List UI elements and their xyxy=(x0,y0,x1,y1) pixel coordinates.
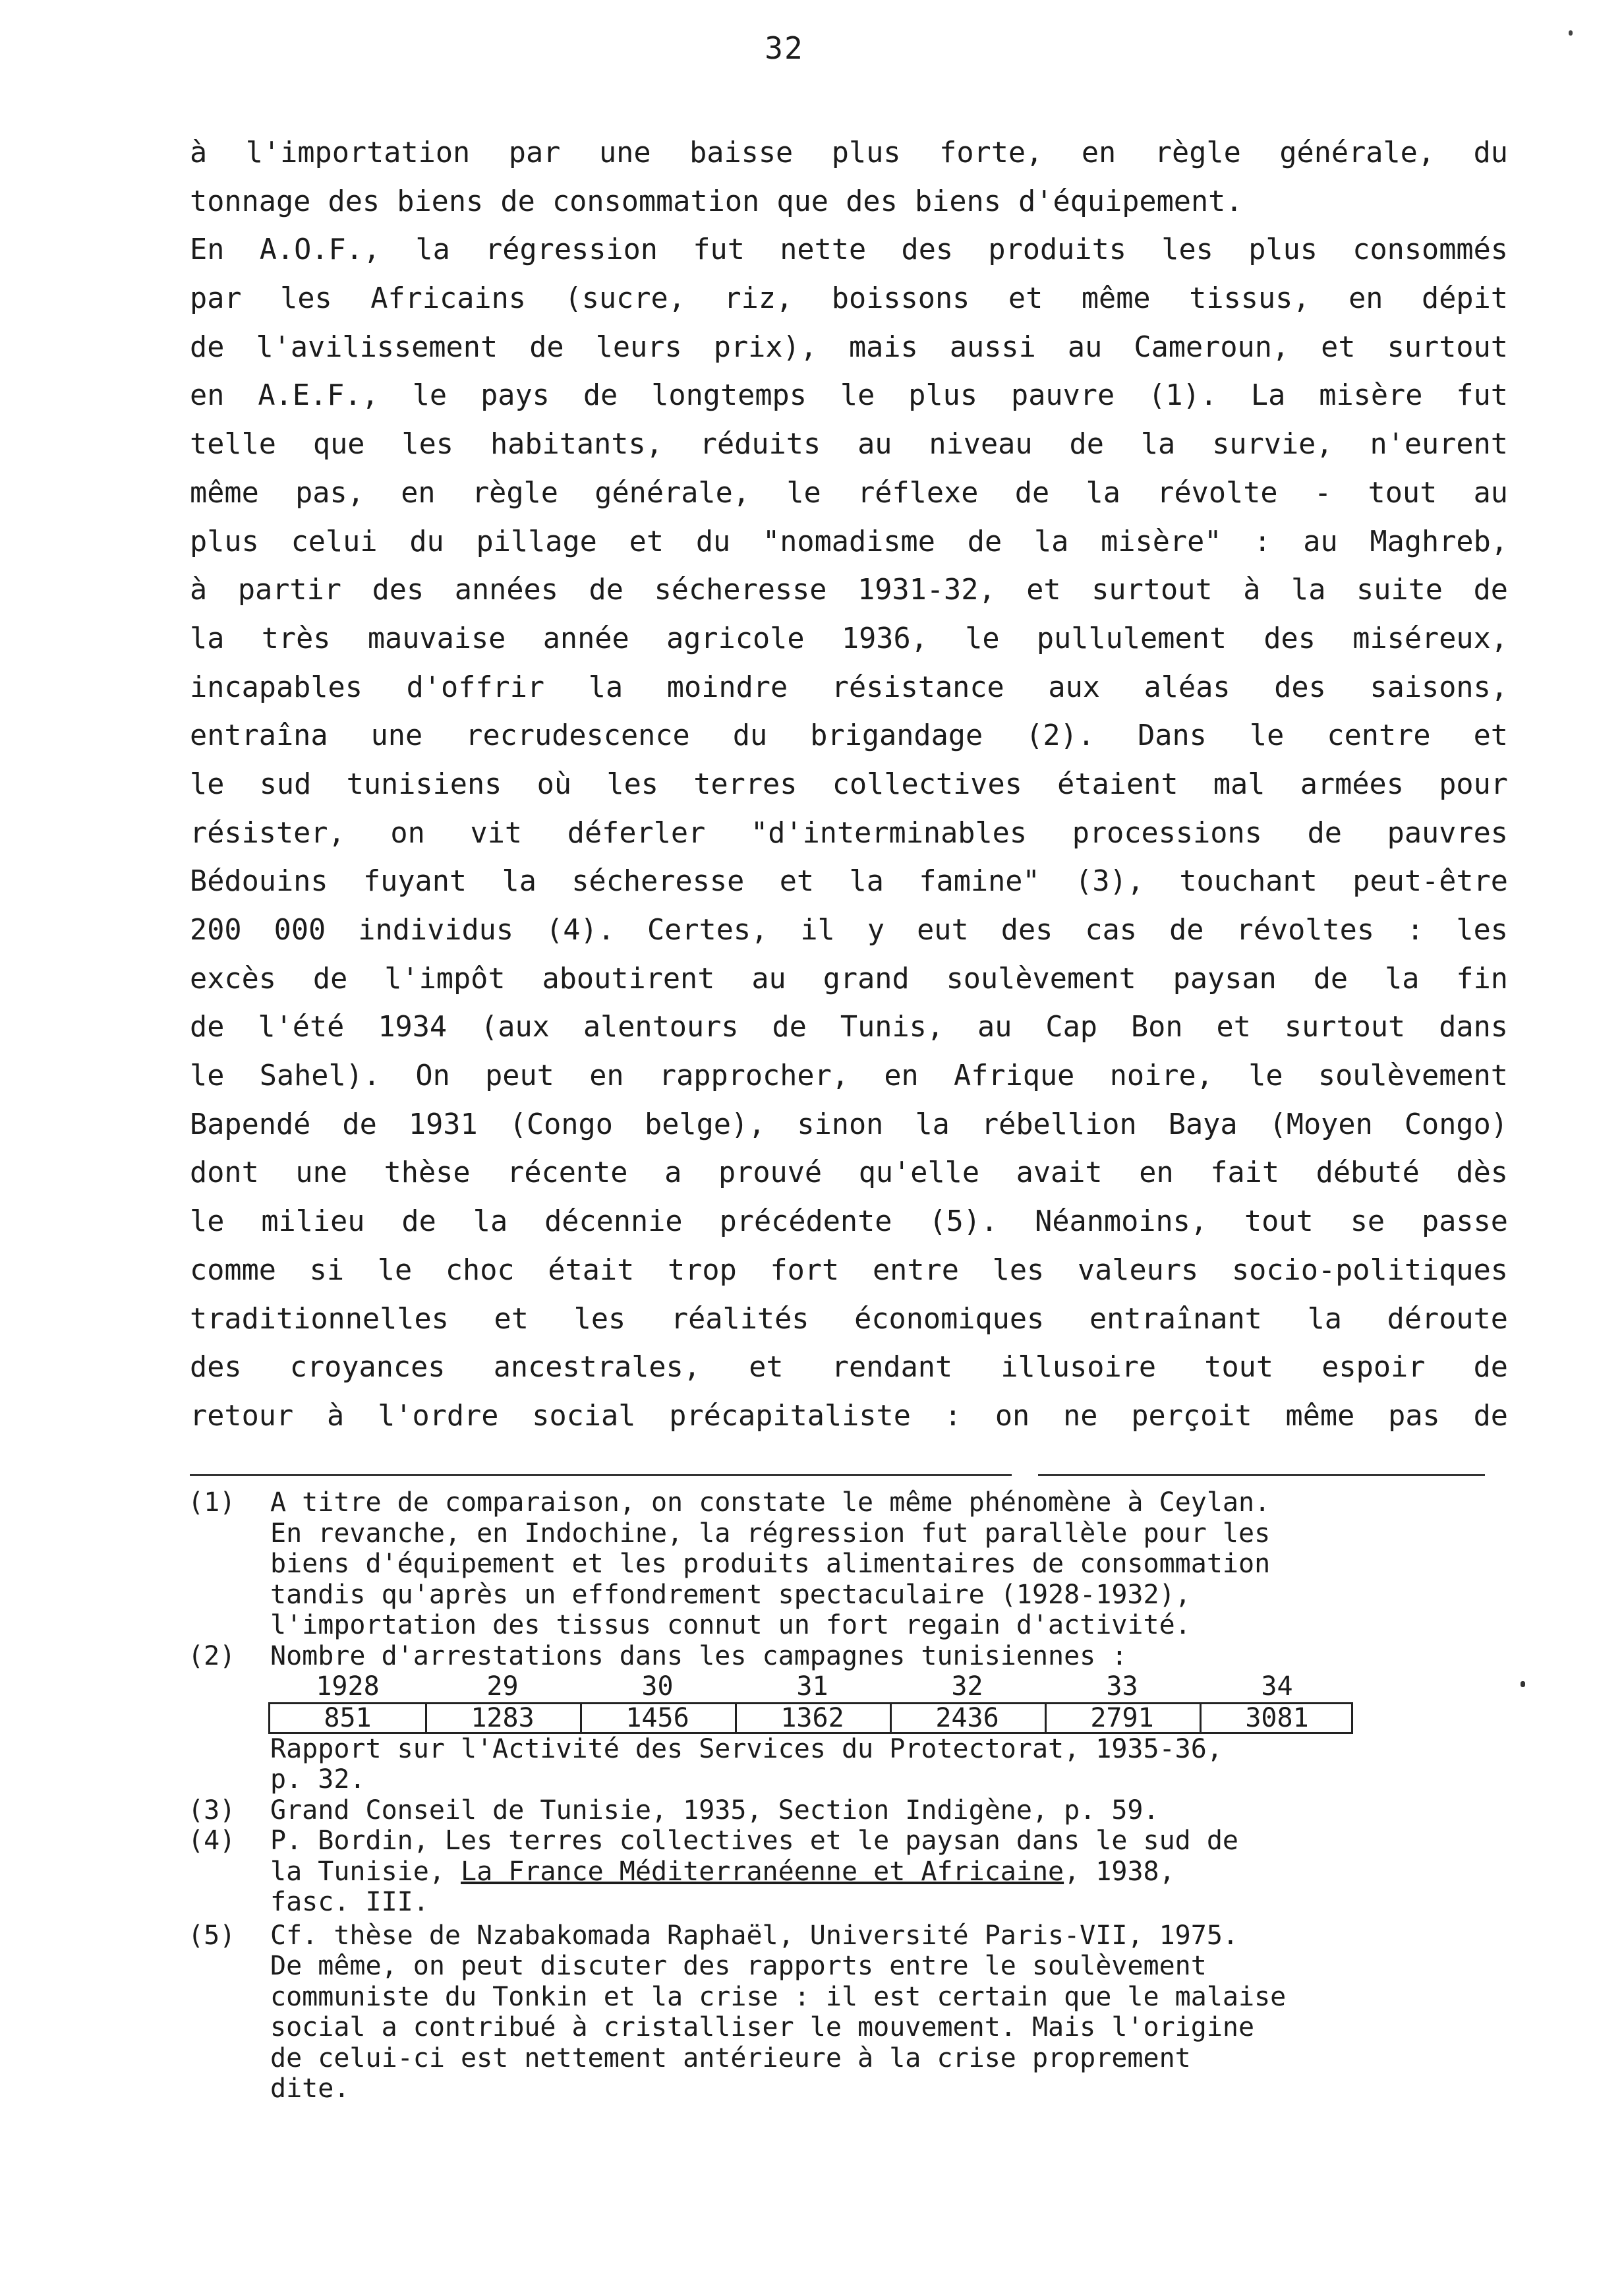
footnote-line: l'importation des tissus connut un fort regain d'activité. xyxy=(270,1610,1191,1640)
journal-title: La France Méditerranéenne et Africaine xyxy=(460,1856,1064,1887)
body-line: des croyances ancestrales, et rendant illusoire tout espoir de xyxy=(190,1351,1508,1384)
footnote-text: , 1938, xyxy=(1064,1856,1175,1887)
body-line: à partir des années de sécheresse 1931-32, et surtout à la suite de xyxy=(190,574,1508,607)
year-cell: 34 xyxy=(1261,1671,1293,1702)
body-line: telle que les habitants, réduits au niveau de la survie, n'eurent xyxy=(190,428,1508,461)
body-line: résister, on vit déferler "d'interminables processions de pauvres xyxy=(190,816,1508,850)
year-cell: 32 xyxy=(951,1671,983,1702)
body-line: plus celui du pillage et du "nomadisme de la misère" : au Maghreb, xyxy=(190,525,1508,558)
body-line: même pas, en règle générale, le réflexe de la révolte - tout au xyxy=(190,476,1508,510)
body-line: retour à l'ordre social précapitaliste : on ne perçoit même pas de xyxy=(190,1399,1508,1433)
footnote-line: A titre de comparaison, on constate le même phénomène à Ceylan. xyxy=(270,1487,1271,1518)
footnote-line: de celui-ci est nettement antérieure à la crise proprement xyxy=(270,2042,1191,2073)
count-cell: 1456 xyxy=(580,1704,737,1732)
body-line: de l'avilissement de leurs prix), mais aussi au Cameroun, et surtout xyxy=(190,330,1508,364)
footnote-separator xyxy=(190,1474,1485,1476)
count-cell: 1283 xyxy=(425,1704,582,1732)
page-number: 32 xyxy=(765,30,804,66)
footnote-line: P. Bordin, Les terres collectives et le paysan dans le sud de xyxy=(270,1826,1239,1856)
year-cell: 31 xyxy=(796,1671,828,1702)
body-line: En A.O.F., la régression fut nette des produits les plus consommés xyxy=(190,233,1508,267)
footnote-line: biens d'équipement et les produits alimentaires de consommation xyxy=(270,1549,1271,1579)
body-line: excès de l'impôt aboutirent au grand soulèvement paysan de la fin xyxy=(190,962,1508,996)
year-cell: 30 xyxy=(641,1671,674,1702)
body-line: le milieu de la décennie précédente (5). Néanmoins, tout se passe xyxy=(190,1205,1508,1239)
body-line: Bapendé de 1931 (Congo belge), sinon la rébellion Baya (Moyen Congo) xyxy=(190,1108,1508,1141)
year-cell: 33 xyxy=(1106,1671,1138,1702)
footnote-line: Cf. thèse de Nzabakomada Raphaël, Université Paris-VII, 1975. xyxy=(270,1920,1239,1951)
body-line: dont une thèse récente a prouvé qu'elle avait en fait débuté dès xyxy=(190,1156,1508,1190)
body-line: en A.E.F., le pays de longtemps le plus pauvre (1). La misère fut xyxy=(190,379,1508,413)
margin-mark xyxy=(1521,1681,1525,1687)
arrests-counts-row xyxy=(268,1702,1353,1734)
body-line: le Sahel). On peut en rapprocher, en Afrique noire, le soulèvement xyxy=(190,1059,1508,1093)
footnote-line: dite. xyxy=(270,2073,350,2104)
separator-gap xyxy=(1012,1470,1038,1479)
footnote-3 xyxy=(188,1795,1572,1826)
count-cell: 2436 xyxy=(890,1704,1047,1732)
footnote-line: De même, on peut discuter des rapports entre le soulèvement xyxy=(270,1951,1207,1981)
footnote-number: (2) xyxy=(188,1640,236,1671)
footnote-line xyxy=(270,1857,1572,1888)
footnote-line: Nombre d'arrestations dans les campagnes tunisiennes : xyxy=(270,1640,1128,1671)
count-cell: 2791 xyxy=(1045,1704,1202,1732)
body-line: par les Africains (sucre, riz, boissons et même tissus, en dépit xyxy=(190,282,1508,316)
footnote-number: (5) xyxy=(188,1920,236,1951)
body-line: incapables d'offrir la moindre résistance aux aléas des saisons, xyxy=(190,670,1508,704)
arrests-years-row xyxy=(270,1671,1358,1702)
body-line: la très mauvaise année agricole 1936, le pullulement des miséreux, xyxy=(190,622,1508,655)
body-line: de l'été 1934 (aux alentours de Tunis, au Cap Bon et surtout dans xyxy=(190,1011,1508,1044)
count-cell: 3081 xyxy=(1245,1702,1309,1733)
footnote-number: (1) xyxy=(188,1487,236,1518)
footnote-line: Rapport sur l'Activité des Services du Protectorat, 1935-36, xyxy=(270,1733,1223,1764)
footnote-line: social a contribué à cristalliser le mouvement. Mais l'origine xyxy=(270,2012,1255,2042)
year-cell: 29 xyxy=(486,1671,519,1702)
footnote-line: Grand Conseil de Tunisie, 1935, Section Indigène, p. 59. xyxy=(270,1795,1159,1826)
footnote-4 xyxy=(188,1826,1572,1918)
footnote-1 xyxy=(188,1487,1572,1641)
body-line: Bédouins fuyant la sécheresse et la famine" (3), touchant peut-être xyxy=(190,865,1508,899)
scan-speck xyxy=(1569,30,1573,36)
footnote-number: (4) xyxy=(188,1826,236,1856)
footnote-text: la Tunisie, xyxy=(270,1856,461,1887)
footnote-2 xyxy=(188,1641,1572,1795)
count-cell: 1362 xyxy=(735,1704,892,1732)
body-text xyxy=(190,129,1508,1441)
body-line: 200 000 individus (4). Certes, il y eut des cas de révoltes : les xyxy=(190,914,1508,947)
footnotes xyxy=(188,1487,1572,2104)
footnote-line: communiste du Tonkin et la crise : il est certain que le malaise xyxy=(270,1981,1287,2012)
count-cell: 851 xyxy=(270,1704,427,1732)
footnote-5 xyxy=(188,1920,1572,2104)
body-line: entraîna une recrudescence du brigandage (2). Dans le centre et xyxy=(190,719,1508,753)
footnote-line: tandis qu'après un effondrement spectaculaire (1928-1932), xyxy=(270,1579,1191,1610)
body-line: à l'importation par une baisse plus forte, en règle générale, du xyxy=(190,136,1508,169)
footnote-line: p. 32. xyxy=(270,1764,366,1795)
body-line: tonnage des biens de consommation que des biens d'équipement. xyxy=(190,185,1243,218)
footnote-number: (3) xyxy=(188,1795,236,1826)
body-line: comme si le choc était trop fort entre les valeurs socio-politiques xyxy=(190,1253,1508,1287)
footnote-line: fasc. III. xyxy=(270,1887,429,1917)
year-cell: 1928 xyxy=(316,1671,380,1702)
footnote-line: En revanche, en Indochine, la régression fut parallèle pour les xyxy=(270,1518,1271,1549)
body-line: le sud tunisiens où les terres collectives étaient mal armées pour xyxy=(190,767,1508,801)
body-line: traditionnelles et les réalités économiques entraînant la déroute xyxy=(190,1302,1508,1336)
